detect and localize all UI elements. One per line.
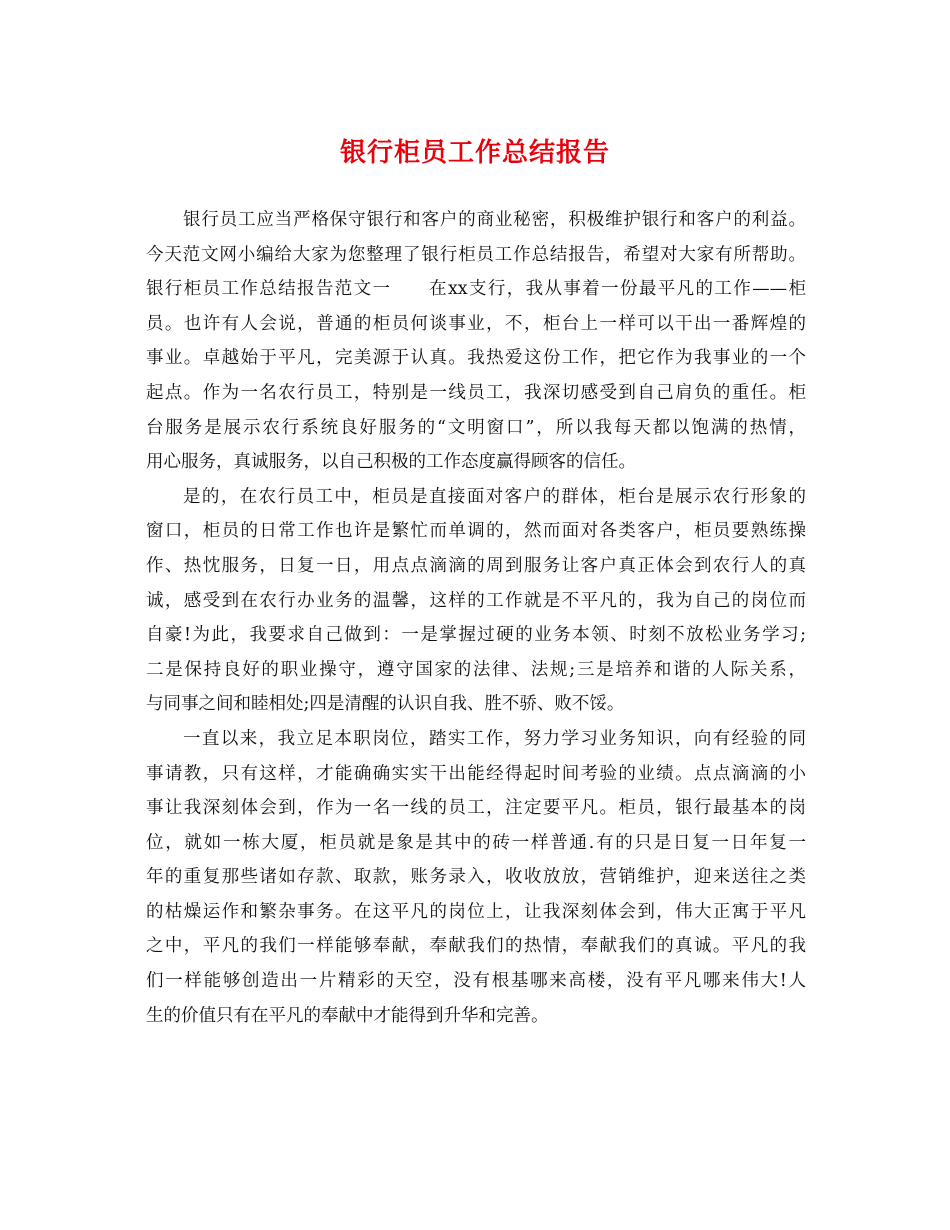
document-body [146,203,806,1033]
body-line: 的枯燥运作和繁杂事务。在这平凡的岗位上，让我深刻体会到，伟大正寓于平凡 [146,901,806,922]
body-line: 事让我深刻体会到，作为一名一线的员工，注定要平凡。柜员，银行最基本的岗 [146,798,806,819]
body-line: 事请教，只有这样，才能确确实实干出能经得起时间考验的业绩。点点滴滴的小 [146,763,806,784]
body-line: 们一样能够创造出一片精彩的天空，没有根基哪来高楼，没有平凡哪来伟大!人 [146,971,806,992]
body-line: 事业。卓越始于平凡，完美源于认真。我热爱这份工作，把它作为我事业的一个 [146,348,806,369]
body-line: 与同事之间和睦相处;四是清醒的认识自我、胜不骄、败不馁。 [146,694,625,715]
body-line: 起点。作为一名农行员工，特别是一线员工，我深切感受到自己肩负的重任。柜 [146,382,806,403]
body-line: 是的，在农行员工中，柜员是直接面对客户的群体，柜台是展示农行形象的 [183,486,806,507]
body-line: 一直以来，我立足本职岗位，踏实工作，努力学习业务知识，向有经验的同 [183,728,806,749]
body-line: 生的价值只有在平凡的奉献中才能得到升华和完善。 [146,1005,549,1026]
body-line: 今天范文网小编给大家为您整理了银行柜员工作总结报告，希望对大家有所帮助。 [146,244,806,265]
body-line: 自豪!为此，我要求自己做到：一是掌握过硬的业务本领、时刻不放松业务学习; [146,625,806,646]
body-line: 年的重复那些诸如存款、取款，账务录入，收收放放，营销维护，迎来送往之类 [146,867,806,888]
body-line: 员。也许有人会说，普通的柜员何谈事业，不，柜台上一样可以干出一番辉煌的 [146,313,806,334]
body-line: 台服务是展示农行系统良好服务的“文明窗口”，所以我每天都以饱满的热情， [146,417,806,438]
body-line: 位，就如一栋大厦，柜员就是象是其中的砖一样普通.有的只是日复一日年复一 [146,832,806,853]
body-line: 银行员工应当严格保守银行和客户的商业秘密，积极维护银行和客户的利益。 [183,210,806,230]
body-line: 作、热忱服务，日复一日，用点点滴滴的周到服务让客户真正体会到农行人的真 [146,555,806,576]
body-line: 二是保持良好的职业操守，遵守国家的法律、法规;三是培养和谐的人际关系， [146,659,806,680]
body-line: 诚，感受到在农行办业务的温馨，这样的工作就是不平凡的，我为自己的岗位而 [146,590,806,611]
body-line: 窗口，柜员的日常工作也许是繁忙而单调的，然而面对各类客户，柜员要熟练操 [146,521,806,542]
document-title: 银行柜员工作总结报告 [339,138,610,168]
body-line: 之中，平凡的我们一样能够奉献，奉献我们的热情，奉献我们的真诚。平凡的我 [146,936,806,957]
body-line: 银行柜员工作总结报告范文一 在xx支行，我从事着一份最平凡的工作——柜 [146,279,806,300]
body-line: 用心服务，真诚服务，以自己积极的工作态度赢得顾客的信任。 [146,452,636,473]
